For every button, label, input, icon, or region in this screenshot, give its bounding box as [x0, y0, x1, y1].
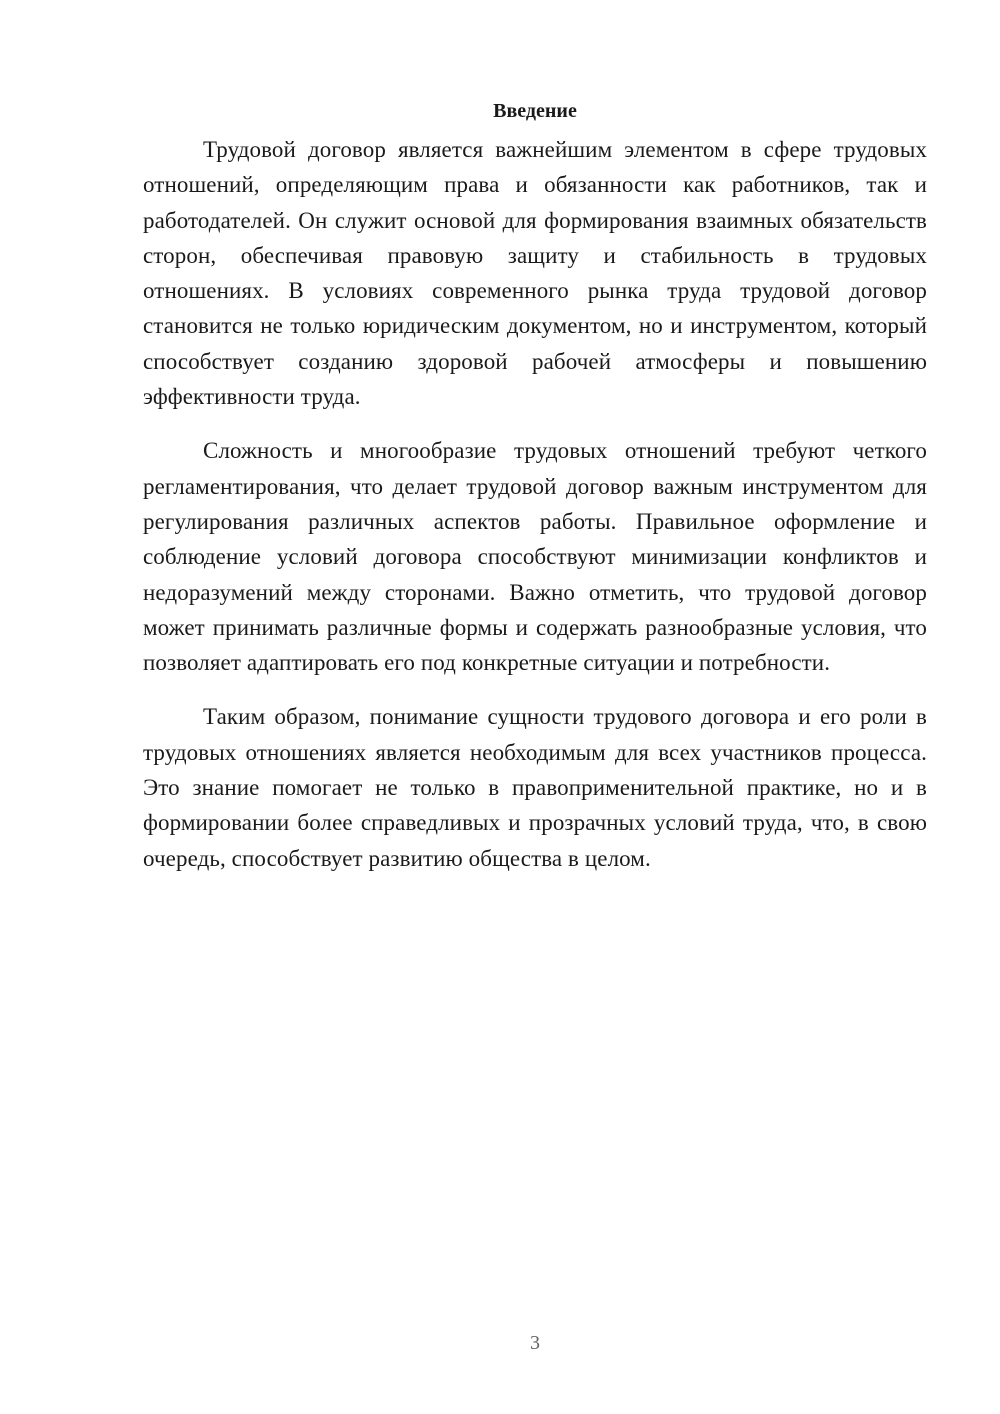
- document-body: [143, 96, 927, 895]
- page-number: 3: [530, 1332, 540, 1354]
- paragraph-2: Сложность и многообразие трудовых отношений требуют четкого регламентирования, что делает трудовой договор важным инструментом для регулирования различных аспектов работы. Правильное оформление и соблюдение условий договора способствуют минимизации конфликтов и недоразумений между сторонами. Важно отметить, что трудовой договор может принимать различные формы и содержать разнообразные условия, что позволяет адаптировать его под конкретные ситуации и потребности.: [143, 438, 927, 676]
- paragraph-3: Таким образом, понимание сущности трудового договора и его роли в трудовых отношениях является необходимым для всех участников процесса. Это знание помогает не только в правоприменительной практике, но и в формировании более справедливых и прозрачных условий труда, что, в свою очередь, способствует развитию общества в целом.: [143, 704, 927, 871]
- paragraph-1: Трудовой договор является важнейшим элементом в сфере трудовых отношений, определяющим права и обязанности как работников, так и работодателей. Он служит основой для формирования взаимных обязательств сторон, обеспечивая правовую защиту и стабильность в трудовых отношениях. В условиях современного рынка труда трудовой договор становится не только юридическим документом, но и инструментом, который способствует созданию здоровой рабочей атмосферы и повышению эффективности труда.: [143, 137, 927, 410]
- section-heading: Введение: [493, 100, 577, 122]
